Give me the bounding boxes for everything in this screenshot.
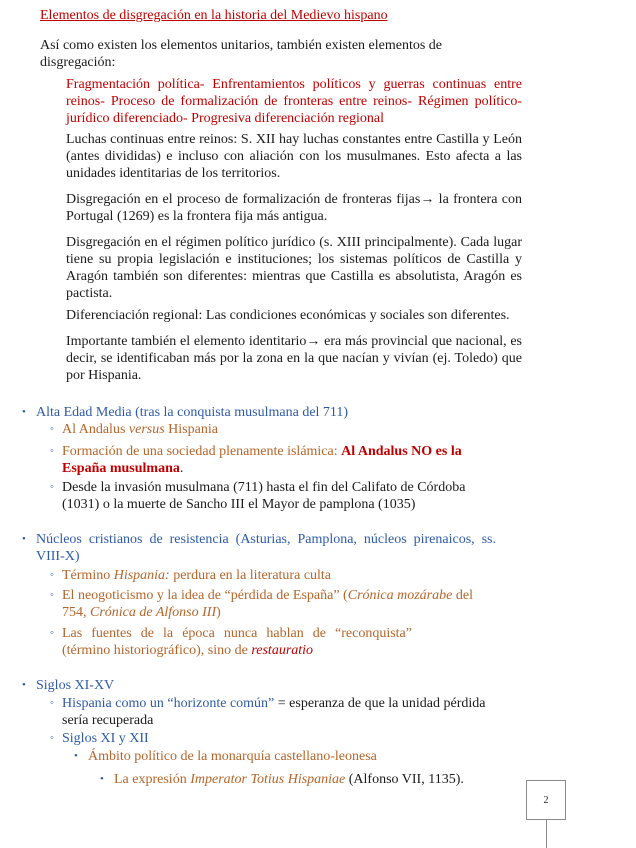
- section-heading-alta-edad-media: Alta Edad Media (tras la conquista musulmana del 711): [36, 405, 349, 420]
- bullet-icon: ◦: [50, 423, 54, 435]
- paragraph-identitario: Importante también el elemento identitario→ era más provincial que nacional, es decir, se identificaban más por la zona en la que nacían y vivían (ej. Toledo) que por Hispania.: [66, 334, 522, 383]
- list-item-desde-invasion: Desde la invasión musulmana (711) hasta el fin del Califato de Córdoba (1031) o la muerte de Sancho III el Mayor de pamplona (1035): [62, 480, 466, 512]
- list-item-imperator: La expresión Imperator Totius Hispaniae (Alfonso VII, 1135).: [114, 772, 464, 787]
- bullet-icon: •: [74, 750, 78, 762]
- document-title: Elementos de disgregación en la historia del Medievo hispano: [40, 8, 388, 23]
- list-item-ambito-politico: Ámbito político de la monarquía castellano-leonesa: [88, 749, 377, 764]
- list-item-horizonte: Hispania como un “horizonte común” = esperanza de que la unidad pérdida sería recuperada: [62, 696, 486, 728]
- bullet-icon: •: [22, 406, 26, 418]
- paragraph-diferenciacion: Diferenciación regional: Las condiciones económicas y sociales son diferentes.: [66, 308, 510, 323]
- bullet-icon: ◦: [50, 481, 54, 493]
- list-item-termino-hispania: Término Hispania: perdura en la literatura culta: [62, 568, 332, 583]
- paragraph-regimen: Disgregación en el régimen político jurídico (s. XIII principalmente). Cada lugar tiene su propia legislación e instituciones; los sistemas políticos de Castilla y Aragón también son diferentes: mientras que Castilla es absolutista, Aragón es pactista.: [66, 235, 522, 301]
- paragraph-luchas: Luchas continuas entre reinos: S. XII hay luchas constantes entre Castilla y León (antes divididas) e incluso con aliación con los musulmanes. Esto afecta a las unidades identitarias de los territorios.: [66, 132, 522, 181]
- page-number-connector: [546, 820, 547, 848]
- red-summary: Fragmentación política- Enfrentamientos políticos y guerras continuas entre reinos- Proceso de formalización de fronteras entre reinos- Régimen político-jurídico diferenciado- Progresiva diferenciación regional: [66, 77, 522, 126]
- intro-paragraph: Así como existen los elementos unitarios, también existen elementos de disgregación:: [40, 38, 443, 70]
- list-item-fuentes: Las fuentes de la época nunca hablan de “reconquista” (término historiográfico), sino de restauratio: [62, 626, 412, 658]
- list-item-siglos-xi-xii: Siglos XI y XII: [62, 731, 149, 746]
- bullet-icon: ◦: [50, 697, 54, 709]
- list-item-neogoticismo: El neogoticismo y la idea de “pérdida de España” (Crónica mozárabe del 754, Crónica de Alfonso III): [62, 588, 473, 620]
- bullet-icon: ◦: [50, 732, 54, 744]
- bullet-icon: ◦: [50, 627, 54, 639]
- bullet-icon: •: [22, 679, 26, 691]
- page-number: 2: [526, 780, 566, 820]
- list-item-al-andalus: Al Andalus versus Hispania: [62, 422, 218, 437]
- section-heading-nucleos: Núcleos cristianos de resistencia (Asturias, Pamplona, núcleos pirenaicos, ss. VIII-X): [36, 532, 496, 564]
- bullet-icon: ◦: [50, 569, 54, 581]
- list-item-formacion: Formación de una sociedad plenamente islámica: Al Andalus NO es la España musulmana.: [62, 444, 462, 476]
- bullet-icon: ◦: [50, 445, 54, 457]
- bullet-icon: •: [22, 533, 26, 545]
- paragraph-fronteras: Disgregación en el proceso de formalización de fronteras fijas→ la frontera con Portugal (1269) es la frontera fija más antigua.: [66, 192, 522, 224]
- section-heading-siglos: Siglos XI-XV: [36, 678, 115, 693]
- bullet-icon: •: [100, 773, 104, 785]
- bullet-icon: ◦: [50, 589, 54, 601]
